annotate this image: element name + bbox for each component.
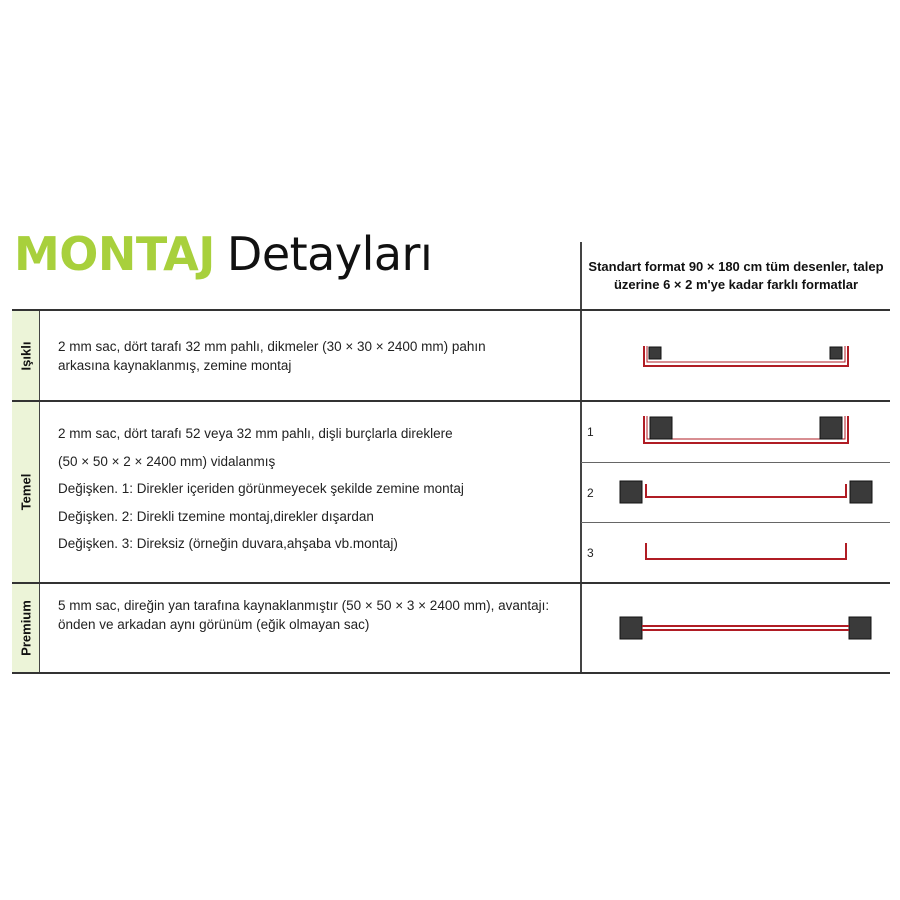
title-accent: MONTAJ [14,227,215,281]
variant-number-1: 1 [587,425,594,439]
temel-line-4: Değişken. 2: Direkli tzemine montaj,direkler dışardan [58,509,374,524]
temel-line-5: Değişken. 3: Direksiz (örneğin duvara,ahşaba vb.montaj) [58,536,398,551]
row-label-isikli-text: Işıklı [18,341,33,370]
premium-line-2: önden ve arkadan aynı görünüm (eğik olmayan sac) [58,617,370,632]
post-left-icon [620,617,642,639]
temel-line-2: (50 × 50 × 2 × 2400 mm) vidalanmış [58,454,276,469]
variant-number-2: 2 [587,486,594,500]
temel-line-1: 2 mm sac, dört tarafı 52 veya 32 mm pahlı, dişli burçlarla direklere [58,426,453,441]
post-right-icon [849,617,871,639]
isikli-text: 2 mm sac, dört tarafı 32 mm pahlı, dikmeler (30 × 30 × 2400 mm) pahın arkasına kaynaklanmış, zemine montaj [58,339,486,373]
variant-number-3: 3 [587,546,594,560]
format-header-text: Standart format 90 × 180 cm tüm desenler, talep üzerine 6 × 2 m'ye kadar farklı formatlar [588,258,884,292]
premium-line-1: 5 mm sac, direğin yan tarafına kaynaklanmıştır (50 × 50 × 3 × 2400 mm), avantajı: [58,598,550,613]
temel-line-3: Değişken. 1: Direkler içeriden görünmeyecek şekilde zemine montaj [58,481,464,496]
row-label-temel-text: Temel [18,473,33,511]
row-label-premium-text: Premium [18,600,33,656]
title-rest: Detayları [226,227,433,281]
